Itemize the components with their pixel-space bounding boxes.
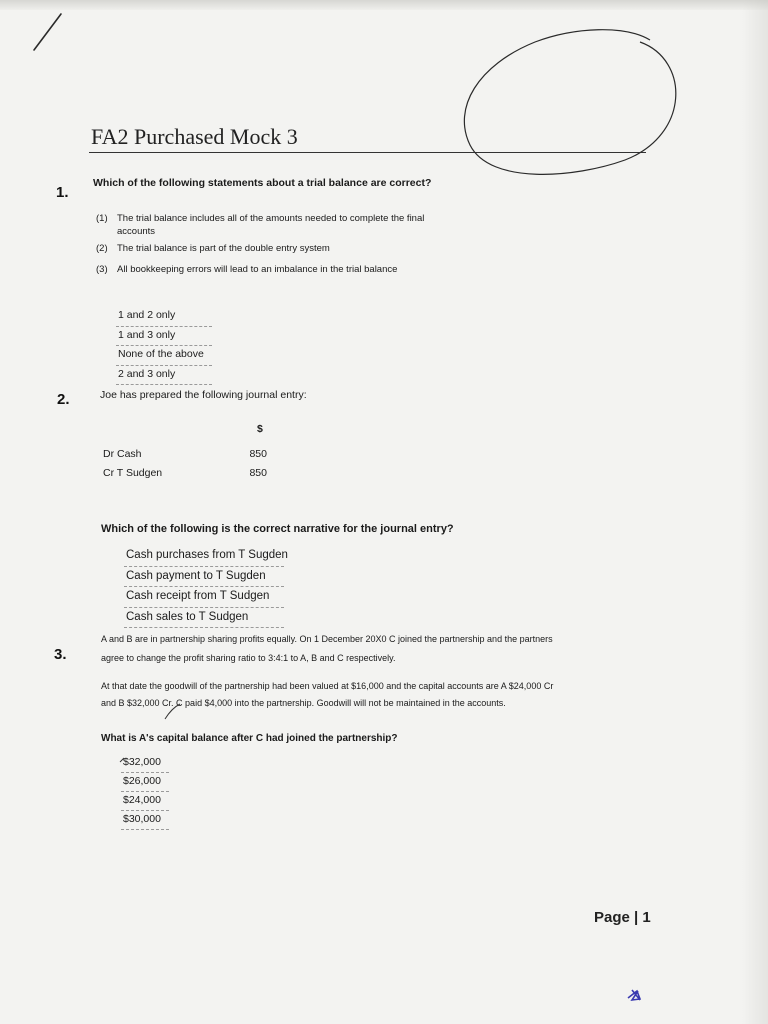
question-2-options — [124, 546, 288, 628]
q2-option-d[interactable]: Cash sales to T Sudgen — [124, 608, 284, 629]
q2-option-c[interactable]: Cash receipt from T Sudgen — [124, 587, 284, 608]
q3-paragraph-2-line1: At that date the goodwill of the partnership had been valued at $16,000 and the capital accounts are A $24,000 Cr — [101, 681, 554, 691]
q1-option-c[interactable]: None of the above — [116, 346, 212, 366]
title-rule — [89, 152, 646, 153]
q2-option-a[interactable]: Cash purchases from T Sugden — [124, 546, 284, 567]
q2-option-b[interactable]: Cash payment to T Sugden — [124, 567, 284, 588]
question-1-options — [116, 307, 212, 385]
page-number: Page | 1 — [594, 909, 651, 926]
journal-entry-table — [103, 444, 283, 482]
q3-paragraph-2-line2: and B $32,000 Cr. C paid $4,000 into the partnership. Goodwill will not be maintained in the accounts. — [101, 698, 506, 708]
journal-account: Dr Cash — [103, 447, 142, 460]
q3-option-b[interactable]: $26,000 — [121, 773, 169, 792]
q1-option-d[interactable]: 2 and 3 only — [116, 366, 212, 386]
q1-statement-1-num: (1) — [96, 213, 108, 224]
question-2-stem: Which of the following is the correct narrative for the journal entry? — [101, 523, 454, 535]
question-1-number: 1. — [56, 184, 69, 201]
journal-account: Cr T Sudgen — [103, 466, 163, 479]
q1-statement-1-line1: The trial balance includes all of the amounts needed to complete the final — [117, 213, 425, 224]
journal-row — [103, 463, 283, 482]
q3-option-d[interactable]: $30,000 — [121, 811, 169, 830]
journal-amount: 850 — [249, 466, 267, 479]
question-3-stem: What is A's capital balance after C had joined the partnership? — [101, 733, 398, 744]
q1-option-b[interactable]: 1 and 3 only — [116, 327, 212, 347]
q3-option-a[interactable]: $32,000 — [121, 754, 169, 773]
scan-top-edge — [0, 0, 768, 10]
journal-row — [103, 444, 283, 463]
question-2-number: 2. — [57, 391, 70, 408]
q3-option-c[interactable]: $24,000 — [121, 792, 169, 811]
q1-statement-2-num: (2) — [96, 243, 108, 254]
question-1-stem: Which of the following statements about a trial balance are correct? — [93, 177, 432, 189]
q1-statement-3-line1: All bookkeeping errors will lead to an imbalance in the trial balance — [117, 264, 398, 275]
journal-currency-label: $ — [257, 423, 263, 435]
question-3-number: 3. — [54, 646, 67, 663]
question-3-options — [121, 754, 169, 830]
question-2-intro: Joe has prepared the following journal entry: — [100, 389, 307, 401]
q1-option-a[interactable]: 1 and 2 only — [116, 307, 212, 327]
scan-right-edge — [742, 0, 768, 1024]
q1-statement-3-num: (3) — [96, 264, 108, 275]
q3-paragraph-1-line1: A and B are in partnership sharing profits equally. On 1 December 20X0 C joined the partnership and the partners — [101, 634, 553, 644]
q1-statement-2-line1: The trial balance is part of the double entry system — [117, 243, 330, 254]
page-title: FA2 Purchased Mock 3 — [91, 124, 298, 149]
q3-paragraph-1-line2: agree to change the profit sharing ratio to 3:4:1 to A, B and C respectively. — [101, 653, 396, 663]
journal-amount: 850 — [249, 447, 267, 460]
ink-smudge-icon — [628, 990, 640, 1000]
q1-statement-1-line2: accounts — [117, 226, 156, 237]
slash-mark-icon — [34, 14, 61, 50]
